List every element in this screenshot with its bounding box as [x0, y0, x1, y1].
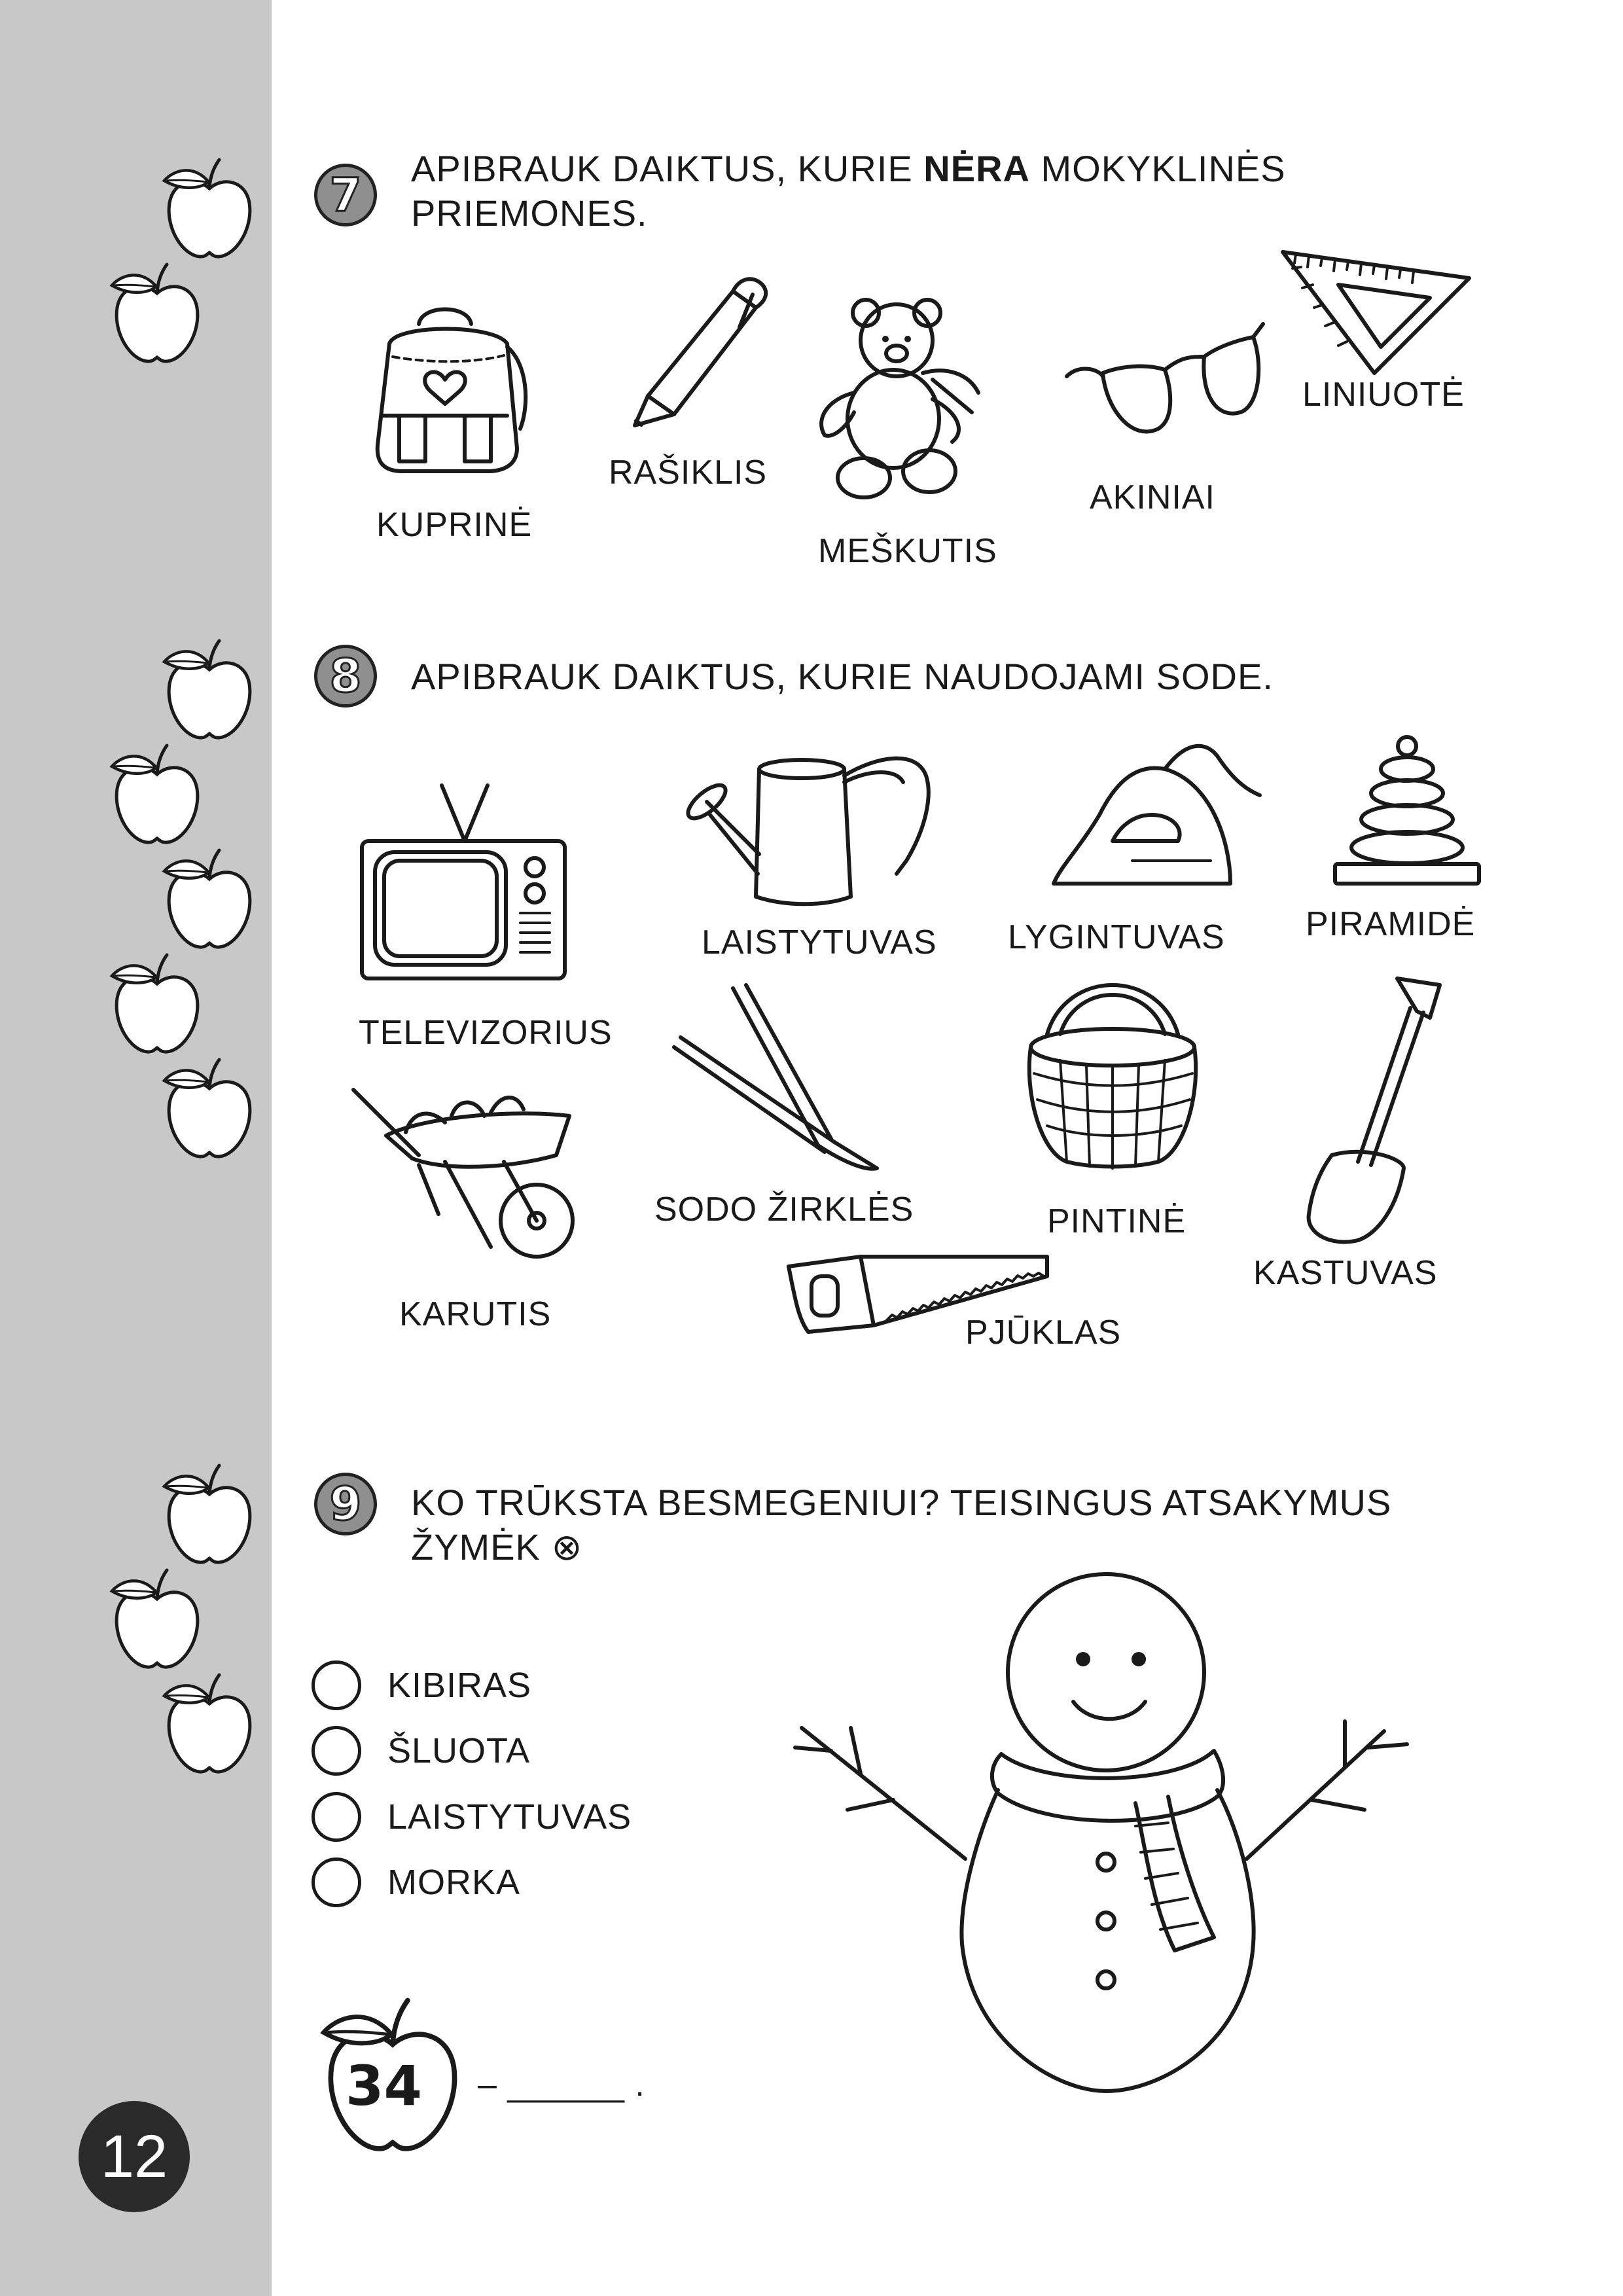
item-label: PINTINĖ: [1047, 1202, 1186, 1240]
item-label: LAISTYTUVAS: [702, 924, 937, 961]
answer-checkbox[interactable]: [312, 1857, 361, 1907]
answer-option[interactable]: [312, 1857, 520, 1907]
answer-label: KIBIRAS: [387, 1666, 532, 1705]
answer-label: MORKA: [387, 1863, 521, 1902]
apple-icon: [108, 736, 206, 848]
answer-label: LAISTYTUVAS: [387, 1797, 632, 1837]
item-label: KUPRINĖ: [376, 506, 533, 544]
pen-icon: [622, 265, 772, 429]
item-label: MEŠKUTIS: [818, 532, 997, 570]
basket-icon: [1021, 975, 1204, 1172]
item-label: KARUTIS: [399, 1295, 552, 1333]
answer-checkbox[interactable]: [312, 1792, 361, 1842]
apple-icon: [108, 255, 206, 367]
item-label: LINIUOTĖ: [1302, 376, 1465, 414]
answer-checkbox[interactable]: [312, 1726, 361, 1776]
apple-icon: [160, 1666, 259, 1777]
item-label: RAŠIKLIS: [609, 454, 768, 492]
task-number: 9: [329, 1477, 362, 1531]
shovel-icon: [1299, 972, 1456, 1253]
item-label: LYGINTUVAS: [1008, 918, 1225, 956]
score-value: 34: [346, 2054, 422, 2118]
answer-option[interactable]: [312, 1660, 531, 1710]
apple-icon: [108, 1561, 206, 1672]
teddy-bear-icon: [802, 288, 998, 504]
task-number-badge: [314, 1473, 377, 1535]
apple-icon: [160, 1050, 259, 1162]
instruction-part: MOKYKLINĖS PRIEMONES.: [411, 148, 1286, 234]
task-instruction: KO TRŪKSTA BESMEGENIUI? TEISINGUS ATSAKYMUS ŽYMĖK ⊗: [411, 1482, 1392, 1568]
answer-label: ŠLUOTA: [387, 1731, 531, 1770]
garden-shears-icon: [668, 982, 890, 1178]
task-instruction: APIBRAUK DAIKTUS, KURIE NAUDOJAMI SODE.: [411, 656, 1274, 697]
ring-pyramid-icon: [1322, 733, 1492, 890]
task-number: 8: [329, 649, 362, 703]
tv-icon: [357, 779, 573, 988]
backpack-icon: [357, 298, 540, 481]
item-label: PJŪKLAS: [965, 1314, 1122, 1352]
glasses-icon: [1060, 317, 1270, 448]
apple-icon: [160, 632, 259, 743]
item-label: KASTUVAS: [1253, 1254, 1438, 1292]
task-number-badge: [314, 645, 377, 708]
item-label: PIRAMIDĖ: [1306, 905, 1476, 943]
item-label: SODO ŽIRKLĖS: [654, 1191, 914, 1229]
apple-icon: [160, 1456, 259, 1568]
answer-option[interactable]: [312, 1792, 632, 1842]
instruction-emphasis: NĖRA: [923, 148, 1030, 189]
task-number-badge: [314, 164, 377, 226]
item-label: AKINIAI: [1090, 478, 1215, 516]
answer-option[interactable]: [312, 1726, 530, 1776]
answer-checkbox[interactable]: [312, 1660, 361, 1710]
task-instruction: [411, 147, 1327, 236]
apple-icon: [160, 151, 259, 262]
watering-can-icon: [681, 743, 942, 906]
wheelbarrow-icon: [347, 1077, 622, 1266]
instruction-part: APIBRAUK DAIKTUS, KURIE: [411, 148, 924, 189]
score-blank[interactable]: – ______ .: [478, 2066, 645, 2104]
apple-icon: [108, 946, 206, 1057]
apple-icon: [160, 841, 259, 952]
page-number: 12: [79, 2101, 190, 2212]
snowman-icon: [795, 1571, 1410, 2094]
item-label: TELEVIZORIUS: [359, 1014, 613, 1052]
iron-icon: [1034, 743, 1263, 893]
task-number: 7: [329, 168, 362, 222]
triangle-ruler-icon: [1270, 242, 1479, 380]
